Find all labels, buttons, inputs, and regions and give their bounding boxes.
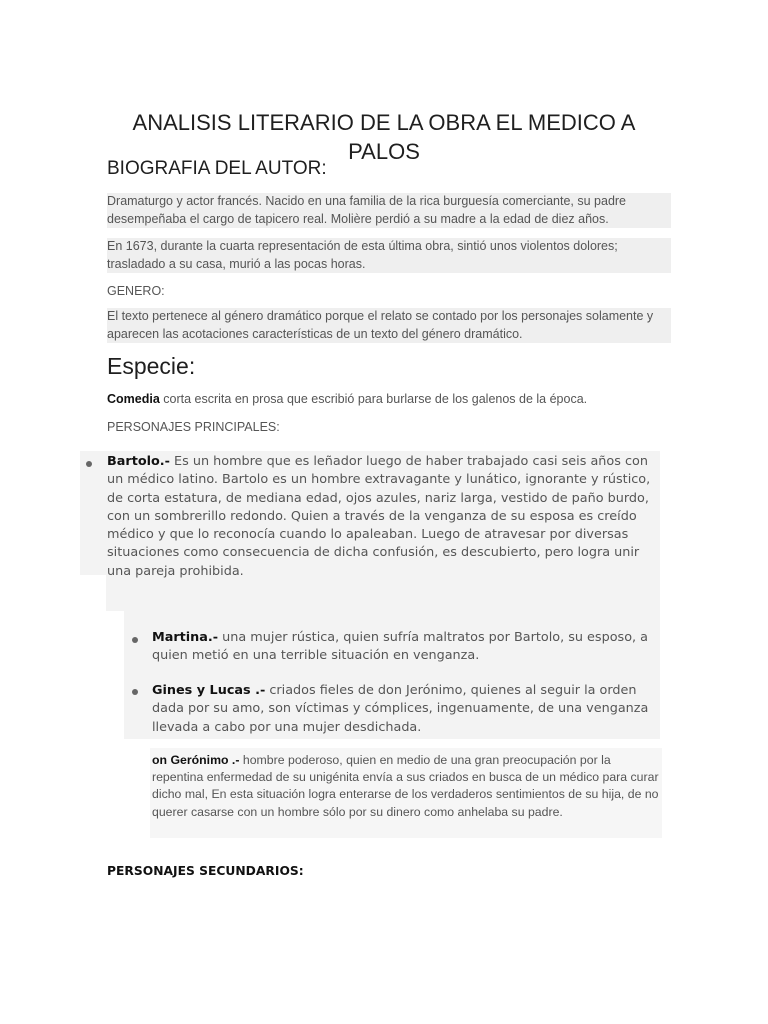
character-description: Es un hombre que es leñador luego de haber trabajado casi seis años con un médico latino. Bartolo es un hombre extravagante y lunático, ignorante y rústico, de corta estatura, de mediana edad, ojos azules, nariz larga, vestido de paño burdo, con un sombrerillo redondo. Quien a través de la venganza de su esposa es creído médico y que lo reconocía cuando lo apaleaban. Luego de atravesar por diversas situaciones como consecuencia de dicha confusión, es descubierto, pero logra unir una pareja prohibida.: [107, 454, 651, 579]
bio-paragraph-1: Dramaturgo y actor francés. Nacido en una familia de la rica burguesía comerciante, su padre desempeñaba el cargo de tapicero real. Molière perdió a su madre a la edad de diez años.: [107, 193, 671, 228]
bullet-icon: [132, 637, 138, 643]
species-paragraph: [107, 391, 591, 409]
main-characters-label: PERSONAJES PRINCIPALES:: [107, 420, 280, 434]
character-item-geronimo: [152, 752, 662, 821]
character-description: criados fieles de don Jerónimo, quienes al seguir la orden dada por su amo, son víctimas y cómplices, ingenuamente, de una venganza llevada a cabo por una mujer desdichada.: [152, 683, 649, 735]
secondary-characters-label: PERSONAJES SECUNDARIOS:: [107, 864, 304, 878]
character-name: Martina.-: [152, 630, 219, 645]
character-name: Bartolo.-: [107, 454, 170, 469]
genre-paragraph: El texto pertenece al género dramático porque el relato se contado por los personajes solamente y aparecen las acotaciones características de un texto del género dramático.: [107, 308, 671, 343]
bio-paragraph-2: En 1673, durante la cuarta representación de esta última obra, sintió unos violentos dolores; trasladado a su casa, murió a las pocas horas.: [107, 238, 671, 273]
document-title: ANALISIS LITERARIO DE LA OBRA EL MEDICO A PALOS: [132, 109, 636, 164]
character-description: hombre poderoso, quien en medio de una gran preocupación por la repentina enfermedad de su unigénita envía a sus criados en busca de un médico para curar dicho mal, En esta situación logra enterarse de los verdaderos sentimientos de su hija, de no querer casarse con un hombre sólo por su dinero como anhelaba su padre.: [152, 753, 659, 819]
character-name: on Gerónimo .-: [152, 753, 240, 767]
character-item-gines-lucas: [152, 682, 657, 737]
species-text: corta escrita en prosa que escribió para burlarse de los galenos de la época.: [159, 392, 588, 406]
bullet-icon: [86, 461, 92, 467]
species-term: Comedia: [107, 392, 160, 406]
species-heading: Especie:: [107, 353, 196, 379]
character-name: Gines y Lucas .-: [152, 683, 266, 698]
biography-heading: BIOGRAFIA DEL AUTOR:: [107, 158, 327, 179]
character-item-bartolo: [107, 453, 655, 581]
character-description: una mujer rústica, quien sufría maltratos por Bartolo, su esposo, a quien metió en una terrible situación en venganza.: [152, 630, 649, 664]
bullet-icon: [132, 689, 138, 695]
genre-label: GENERO:: [107, 284, 165, 298]
character-item-martina: [152, 629, 652, 666]
